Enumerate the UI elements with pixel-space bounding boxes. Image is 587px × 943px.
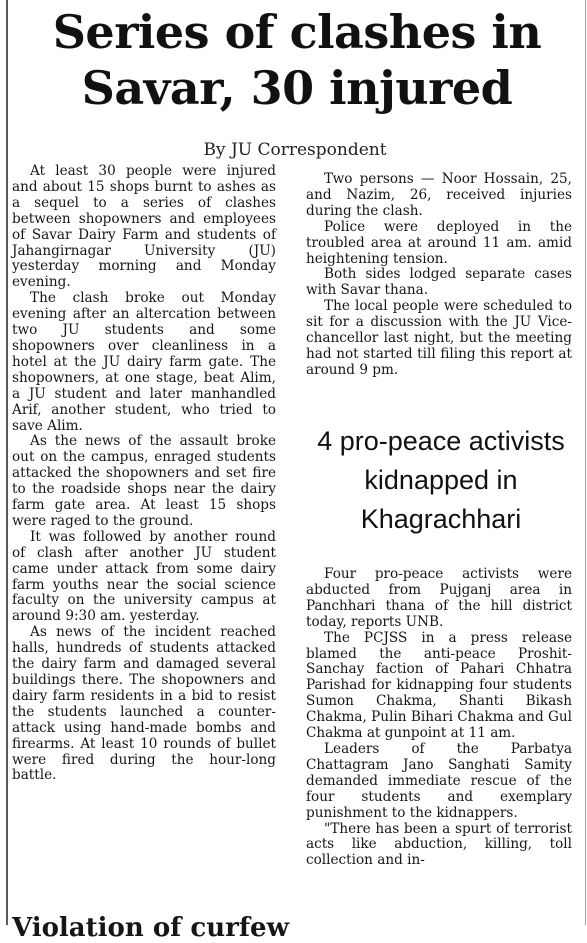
byline: By JU Correspondent [203, 140, 387, 160]
paragraph: At least 30 people were injured and about 15 shops burnt to ashes as a sequel to a series of clashes between shopowners and employees of Savar Dairy Farm and students of Jahangirnagar University (JU) yesterday morning and Monday evening. [12, 163, 276, 291]
paragraph: Two persons — Noor Hossain, 25, and Nazim, 26, received injuries during the clash. [306, 171, 572, 219]
paragraph: Leaders of the Parbatya Chattagram Jano Sanghati Samity demanded immediate rescue of the four students and exemplary punishment to the kidnappers. [306, 740, 572, 821]
paragraph: Both sides lodged separate cases with Savar thana. [306, 266, 572, 299]
headline-line-2: Savar, 30 injured [81, 61, 513, 115]
column-rule-left [6, 0, 8, 925]
paragraph: As the news of the assault broke out on the campus, enraged students attacked the shopowners and set fire to the roadside shops near the dairy farm gate area. At least 15 shops were raged to the ground. [12, 433, 276, 529]
article-column-1 [12, 164, 276, 784]
second-article-headline: 4 pro-peace activists kidnapped in Khagrachhari [317, 426, 565, 534]
paragraph: The local people were scheduled to sit for a discussion with the JU Vice- chancellor last night, but the meeting had not started till filing this report at around 9 pm. [306, 298, 572, 378]
paragraph: The PCJSS in a press release blamed the anti-peace Proshit-Sanchay faction of Pahari Chhatra Parishad for kidnapping four students Sumon Chakma, Shanti Bikash Chakma, Pulin Bihari Chakma and Gul Chakma at gunpoint at 11 am. [306, 629, 572, 742]
paragraph: "There has been a spurt of terrorist acts like abduction, killing, toll collection and in- [306, 820, 572, 869]
paragraph: Police were deployed in the troubled area at around 11 am. amid heightening tension. [306, 218, 572, 267]
paragraph: The clash broke out Monday evening after an altercation between two JU students and some shopowners over cleanliness in a hotel at the JU dairy farm gate. The shopowners, at one stage, beat Alim, a JU student and later manhandled Arif, another student, who tried to save Alim. [12, 290, 276, 434]
paragraph: As news of the incident reached halls, hundreds of students attacked the dairy farm and damaged several buildings there. The shopowners and dairy farm residents in a bid to resist the students launched a counter-attack using hand-made bombs and firearms. At least 10 rounds of bullet were fired during the hour-long battle. [12, 624, 276, 784]
column-rule-right [585, 0, 586, 925]
article-column-2 [306, 172, 572, 379]
headline [10, 4, 584, 116]
paragraph: Four pro-peace activists were abducted from Pujganj area in Panchhari thana of the hill district today, reports UNB. [306, 566, 572, 630]
second-article-body [306, 567, 572, 869]
next-headline-fragment: Violation of curfew [12, 913, 289, 943]
paragraph: It was followed by another round of clash after another JU student came under attack from some dairy farm youths near the social science faculty on the university campus at around 9:30 am. yesterday. [12, 528, 276, 625]
headline-line-1: Series of clashes in [52, 5, 542, 59]
